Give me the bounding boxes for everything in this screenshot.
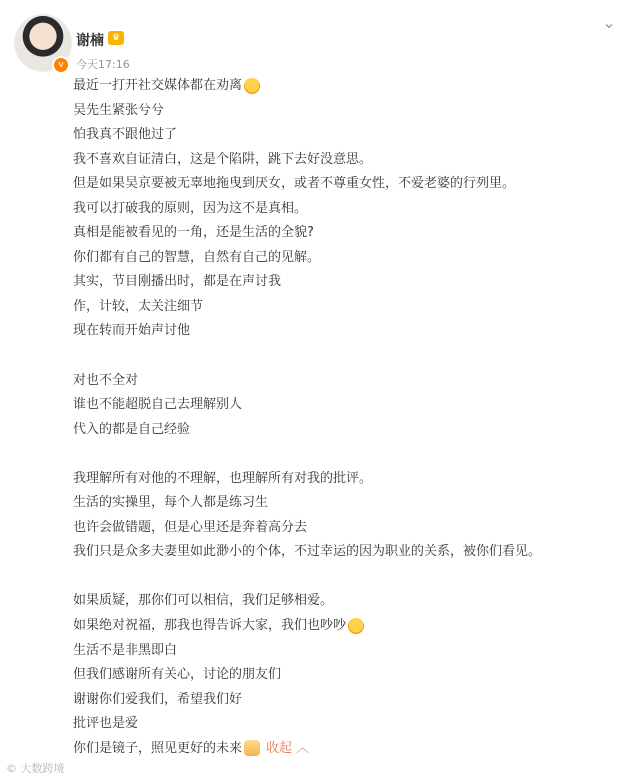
post-line	[73, 369, 612, 394]
post-line	[73, 172, 612, 197]
post-line	[73, 639, 612, 664]
post-line-text: 生活不是非黑即白	[73, 642, 178, 658]
post-line-text: 代入的都是自己经验	[73, 421, 191, 437]
post-line	[73, 148, 612, 173]
post-line-text: 谢谢你们爱我们，希望我们好	[73, 691, 243, 707]
post-line-text: 如果质疑，那你们可以相信，我们足够相爱。	[73, 593, 334, 609]
post-line	[73, 418, 612, 443]
post-line	[73, 319, 612, 344]
pray-emoji-icon	[244, 740, 260, 756]
post-line-text: 也许会做错题，但是心里还是奔着高分去	[73, 519, 308, 535]
post-line	[73, 393, 612, 418]
post-line-text: 我不喜欢自证清白，这是个陷阱，跳下去好没意思。	[73, 151, 373, 167]
post-line	[73, 614, 612, 639]
post-line-text: 但是如果吴京要被无辜地拖曳到厌女，或者不尊重女性，不爱老婆的行列里。	[73, 176, 516, 192]
crying-laughing-emoji-icon	[244, 78, 260, 94]
blank-line	[73, 442, 612, 467]
post-line-text: 我可以打破我的原则，因为这不是真相。	[73, 200, 308, 216]
post-line	[73, 491, 612, 516]
post-line-text: 你们都有自己的智慧，自然有自己的见解。	[73, 249, 321, 265]
post-line-text: 吴先生紧张兮兮	[73, 102, 165, 118]
post-line	[73, 270, 612, 295]
post-line-text: 怕我真不跟他过了	[73, 127, 178, 143]
post-line-text: 但我们感谢所有关心，讨论的朋友们	[73, 667, 282, 683]
post-line-text: 作，计较，太关注细节	[73, 298, 204, 314]
post-line-text: 如果绝对祝福，那我也得告诉大家，我们也吵吵	[73, 618, 347, 634]
post-line	[73, 663, 612, 688]
post-content	[73, 74, 612, 761]
post-time: 今天17:16	[76, 58, 130, 71]
chevron-down-icon[interactable]: ⌄	[602, 13, 616, 32]
vip-crown-icon: ♛	[108, 31, 124, 45]
post-line	[73, 99, 612, 124]
post-line-text: 批评也是爱	[73, 716, 139, 732]
watermark: © 大数跨境	[6, 762, 65, 775]
post-line	[73, 712, 612, 737]
post-line-text: 现在转而开始声讨他	[73, 323, 191, 339]
post-line	[73, 589, 612, 614]
post-line	[73, 688, 612, 713]
post-line-text: 你们是镜子，照见更好的未来	[73, 740, 243, 756]
post-line	[73, 737, 612, 762]
post-line	[73, 246, 612, 271]
happy-emoji-icon	[348, 618, 364, 634]
post-line	[73, 74, 612, 99]
collapse-link[interactable]: 收起 ︿	[266, 740, 310, 756]
post-line	[73, 197, 612, 222]
blank-line	[73, 565, 612, 590]
post-line-text: 我理解所有对他的不理解，也理解所有对我的批评。	[73, 470, 373, 486]
verified-badge-icon: v	[52, 56, 70, 74]
post-line-text: 其实，节目刚播出时，都是在声讨我	[73, 274, 282, 290]
post-line	[73, 516, 612, 541]
post-line	[73, 467, 612, 492]
post-line-text: 最近一打开社交媒体都在劝离	[73, 78, 243, 93]
post-line	[73, 295, 612, 320]
post-line	[73, 221, 612, 246]
blank-line	[73, 344, 612, 369]
post-line-text: 真相是能被看见的一角，还是生活的全貌?	[73, 225, 314, 241]
post-line-text: 生活的实操里，每个人都是练习生	[73, 495, 269, 511]
username[interactable]: 谢楠	[76, 33, 104, 49]
post-line	[73, 123, 612, 148]
post-line	[73, 540, 612, 565]
post-line-text: 我们只是众多夫妻里如此渺小的个体，不过幸运的因为职业的关系，被你们看见。	[73, 544, 542, 560]
post-line-text: 对也不全对	[73, 372, 139, 388]
post-line-text: 谁也不能超脱自己去理解别人	[73, 397, 243, 413]
